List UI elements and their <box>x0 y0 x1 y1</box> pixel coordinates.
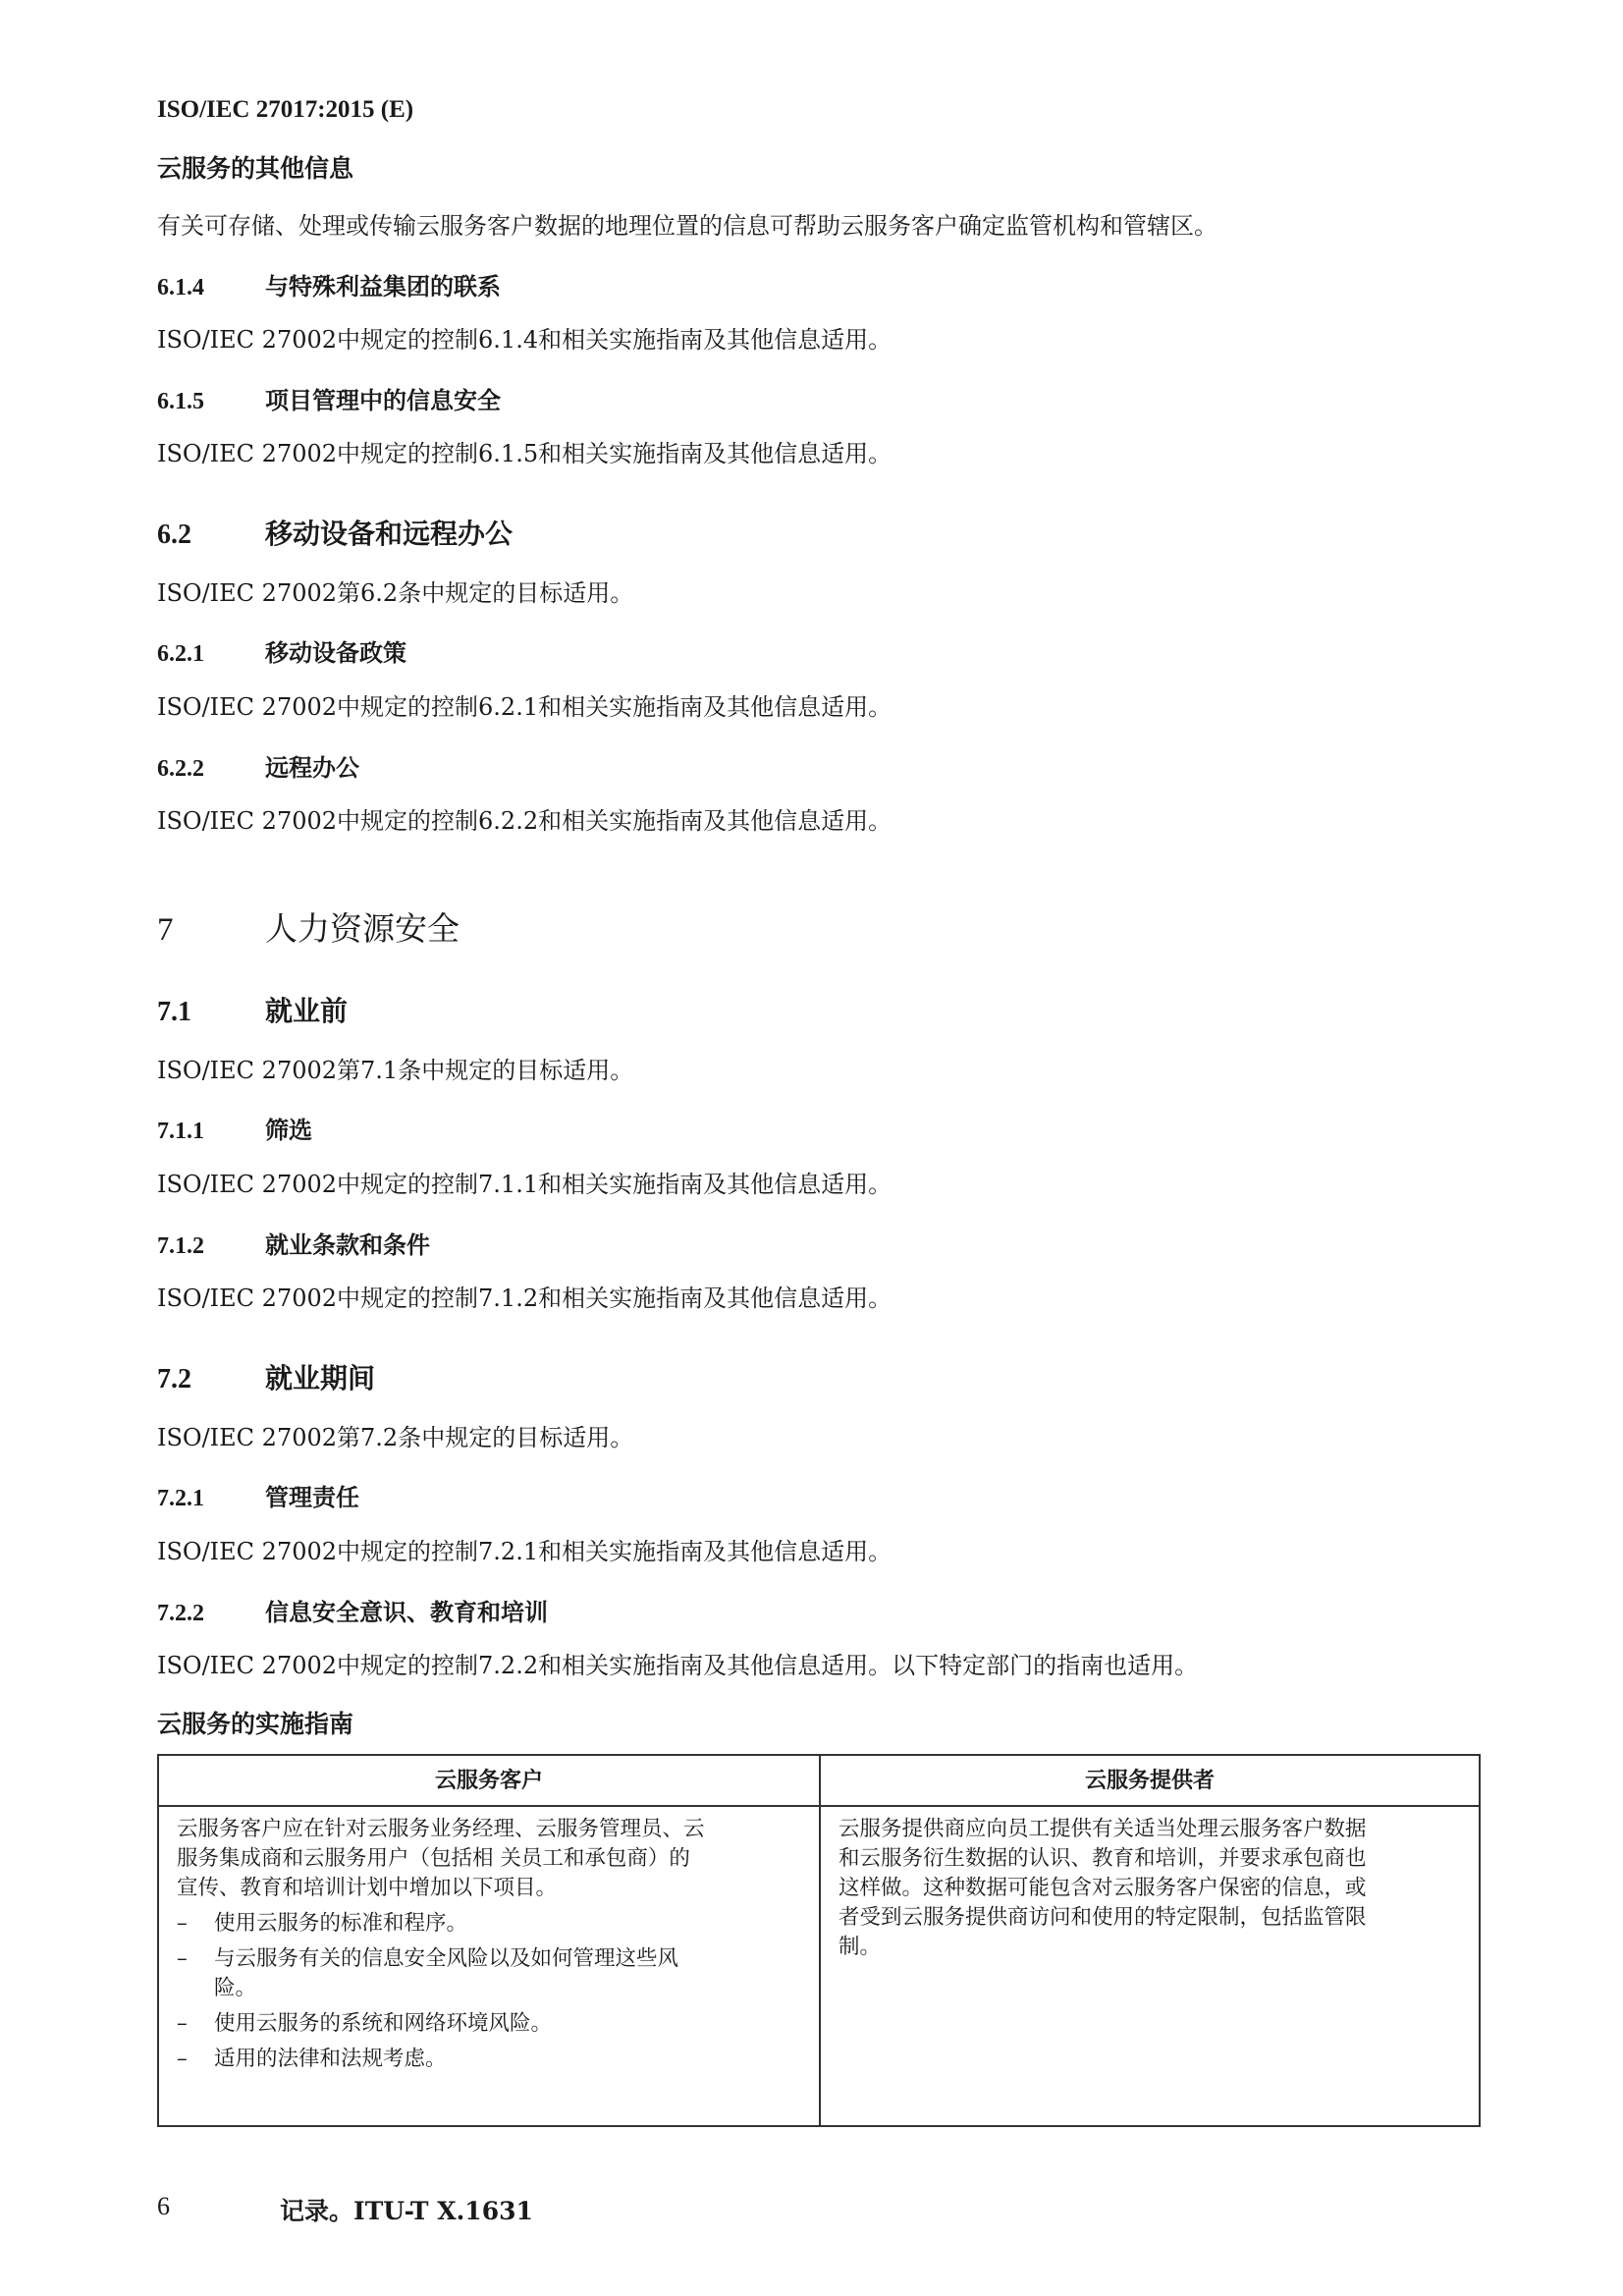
section-text-7-2: ISO/IEC 27002第7.2条中规定的目标适用。 <box>157 1424 634 1451</box>
list-item-text: 与云服务有关的信息安全风险以及如何管理这些风 <box>214 1946 679 1971</box>
section-heading-7: 7 人力资源安全 <box>157 909 460 948</box>
customer-guidance-cell <box>158 1806 820 2126</box>
provider-line: 这样做。这种数据可能包含对云服务客户保密的信息，或 <box>839 1876 1367 1900</box>
list-item-text: 险。 <box>214 1976 257 2000</box>
list-item-text: 使用云服务的标准和程序。 <box>214 1911 468 1936</box>
section-heading-7-2-2: 7.2.2 信息安全意识、教育和培训 <box>157 1598 548 1626</box>
section-heading-7-1: 7.1 就业前 <box>157 995 349 1027</box>
list-dash: – <box>177 2011 188 2036</box>
section-heading-6-2-1: 6.2.1 移动设备政策 <box>157 638 406 667</box>
customer-list-item <box>177 1909 801 1939</box>
document-id-header: ISO/IEC 27017:2015 (E) <box>157 96 414 123</box>
section-text-6-2-1: ISO/IEC 27002中规定的控制6.2.1和相关实施指南及其他信息适用。 <box>157 693 893 721</box>
customer-list-item <box>177 1944 801 2003</box>
list-dash: – <box>177 2047 188 2071</box>
list-dash: – <box>177 1911 188 1936</box>
provider-line: 云服务提供商应向员工提供有关适当处理云服务客户数据 <box>839 1817 1367 1841</box>
provider-line: 和云服务衍生数据的认识、教育和培训，并要求承包商也 <box>839 1846 1367 1871</box>
section-text-7-1-1: ISO/IEC 27002中规定的控制7.1.1和相关实施指南及其他信息适用。 <box>157 1171 893 1198</box>
section-heading-7-2-1: 7.2.1 管理责任 <box>157 1483 359 1511</box>
provider-line: 者受到云服务提供商访问和使用的特定限制，包括监管限 <box>839 1905 1367 1930</box>
guidance-table-header-row <box>158 1755 1480 1806</box>
section-text-7-1: ISO/IEC 27002第7.1条中规定的目标适用。 <box>157 1057 634 1084</box>
page-number: 6 <box>157 2192 170 2220</box>
column-header-customer: 云服务客户 <box>158 1755 820 1806</box>
section-heading-6-1-4: 6.1.4 与特殊利益集团的联系 <box>157 272 501 301</box>
section-heading-7-1-2: 7.1.2 就业条款和条件 <box>157 1230 430 1259</box>
section-heading-7-2: 7.2 就业期间 <box>157 1362 376 1394</box>
section-text-6-1-5: ISO/IEC 27002中规定的控制6.1.5和相关实施指南及其他信息适用。 <box>157 440 893 467</box>
column-header-provider: 云服务提供者 <box>820 1755 1480 1806</box>
section-text-7-2-2: ISO/IEC 27002中规定的控制7.2.2和相关实施指南及其他信息适用。以下特定部门的指南也适用。 <box>157 1652 1199 1679</box>
provider-line: 制。 <box>839 1935 882 1959</box>
customer-list-item <box>177 2009 801 2039</box>
customer-intro-line: 云服务客户应在针对云服务业务经理、云服务管理员、云 <box>177 1817 705 1841</box>
list-dash: – <box>177 1946 188 1971</box>
intro-paragraph: 有关可存储、处理或传输云服务客户数据的地理位置的信息可帮助云服务客户确定监管机构和管辖区。 <box>157 212 1217 240</box>
section-heading-6-1-5: 6.1.5 项目管理中的信息安全 <box>157 386 501 414</box>
customer-intro-line: 服务集成商和云服务用户（包括相 关员工和承包商）的 <box>177 1846 690 1871</box>
list-item-text: 使用云服务的系统和网络环境风险。 <box>214 2011 553 2036</box>
section-heading-6-2: 6.2 移动设备和远程办公 <box>157 518 514 550</box>
customer-list-item <box>177 2045 801 2074</box>
guidance-table-body-row <box>158 1806 1480 2126</box>
footer-reference: 记录。ITU-T X.1631 <box>280 2197 533 2225</box>
section-text-6-2-2: ISO/IEC 27002中规定的控制6.2.2和相关实施指南及其他信息适用。 <box>157 807 893 835</box>
provider-guidance-cell <box>820 1806 1480 2126</box>
section-heading-7-1-1: 7.1.1 筛选 <box>157 1116 312 1144</box>
guidance-table <box>157 1754 1481 2127</box>
customer-intro-line: 宣传、教育和培训计划中增加以下项目。 <box>177 1876 558 1900</box>
section-text-7-1-2: ISO/IEC 27002中规定的控制7.1.2和相关实施指南及其他信息适用。 <box>157 1285 893 1312</box>
guidance-heading: 云服务的实施指南 <box>157 1710 354 1738</box>
section-text-6-2: ISO/IEC 27002第6.2条中规定的目标适用。 <box>157 579 634 607</box>
section-text-7-2-1: ISO/IEC 27002中规定的控制7.2.1和相关实施指南及其他信息适用。 <box>157 1538 893 1565</box>
section-text-6-1-4: ISO/IEC 27002中规定的控制6.1.4和相关实施指南及其他信息适用。 <box>157 326 893 354</box>
list-item-text: 适用的法律和法规考虑。 <box>214 2047 447 2071</box>
intro-subheading: 云服务的其他信息 <box>157 154 354 183</box>
section-heading-6-2-2: 6.2.2 远程办公 <box>157 753 359 782</box>
